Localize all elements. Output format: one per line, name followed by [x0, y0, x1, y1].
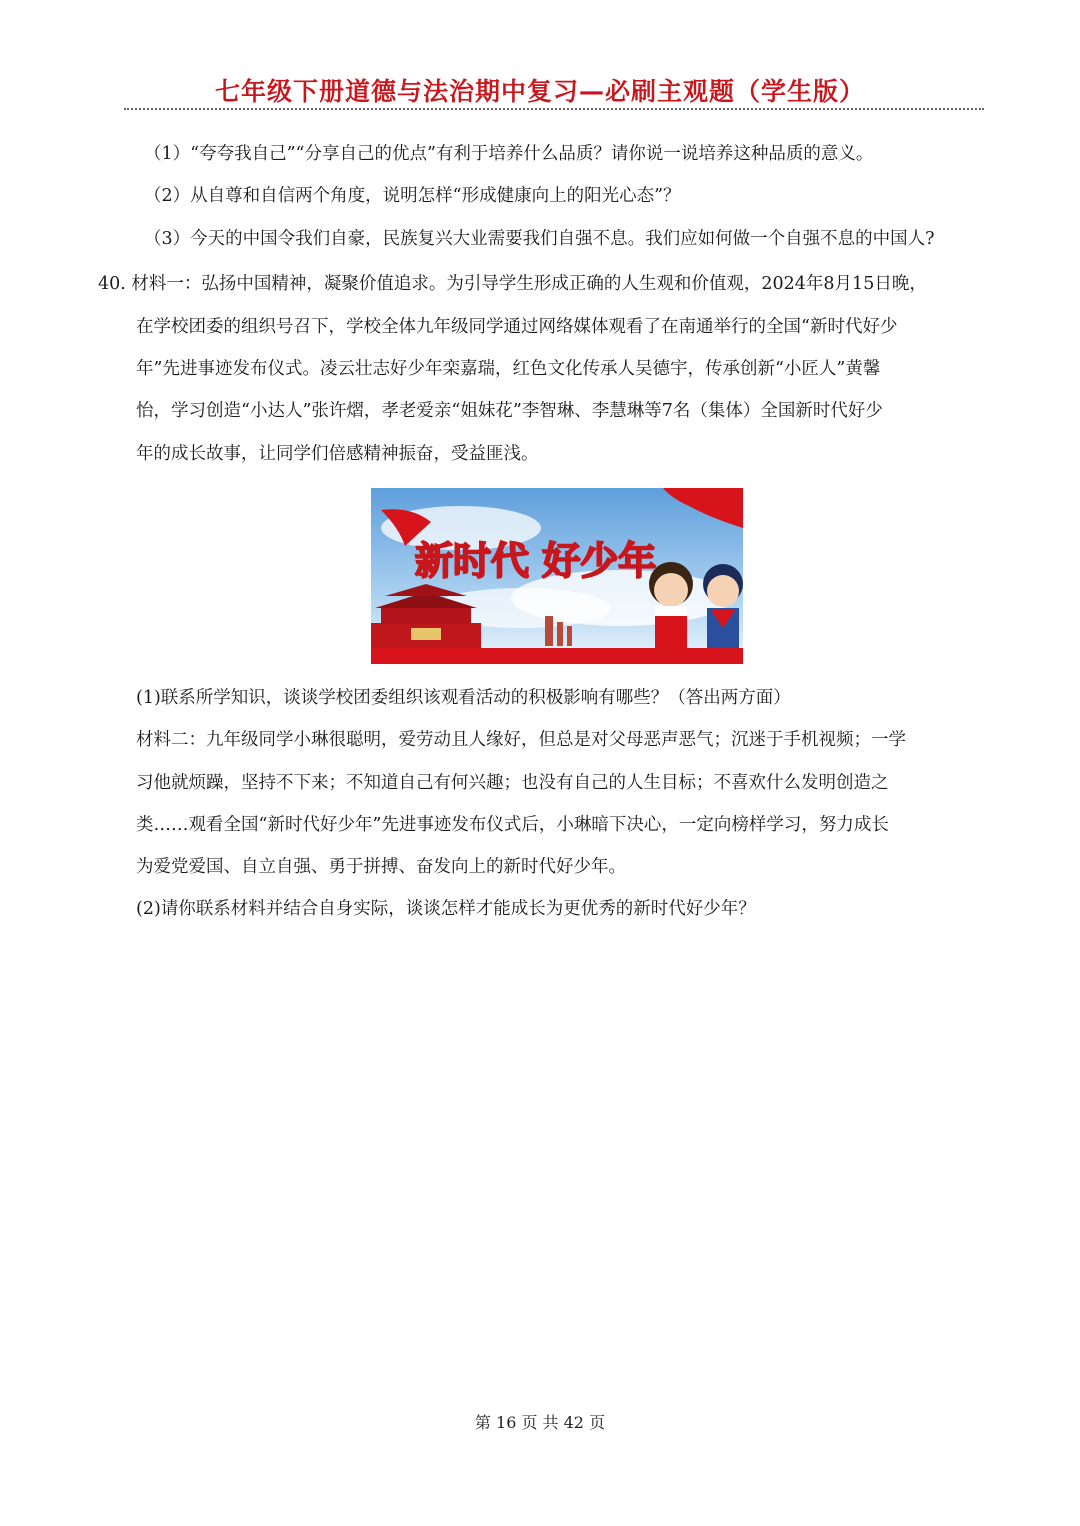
- question-39-3: （3）今天的中国令我们自豪，民族复兴大业需要我们自强不息。我们应如何做一个自强不息的中国人?: [144, 229, 935, 249]
- material-1-line: 年的成长故事，让同学们倍感精神振奋，受益匪浅。: [136, 444, 539, 464]
- page-title: 七年级下册道德与法治期中复习—必刷主观题（学生版）: [214, 77, 865, 106]
- material-1-line: 年”先进事迹发布仪式。凌云壮志好少年栾嘉瑞，红色文化传承人吴德宇，传承创新“小匠人”黄馨: [136, 359, 881, 379]
- material-2-line: 类……观看全国“新时代好少年”先进事迹发布仪式后，小琳暗下决心，一定向榜样学习，努力成长: [136, 815, 889, 835]
- new-era-youth-banner: [371, 488, 743, 664]
- material-2-line: 为爱党爱国、自立自强、勇于拼搏、奋发向上的新时代好少年。: [136, 857, 626, 877]
- page-number: 第 16 页 共 42 页: [474, 1413, 606, 1432]
- question-39-1: （1）“夸夸我自己”“分享自己的优点”有利于培养什么品质？请你说一说培养这种品质的意义。: [144, 144, 874, 164]
- material-1-line: 40. 材料一：弘扬中国精神，凝聚价值追求。为引导学生形成正确的人生观和价值观，2024年8月15日晚，: [98, 274, 927, 294]
- material-2-line: 材料二：九年级同学小琳很聪明，爱劳动且人缘好，但总是对父母恶声恶气；沉迷于手机视频；一学: [136, 730, 906, 750]
- material-1-line: 在学校团委的组织号召下，学校全体九年级同学通过网络媒体观看了在南通举行的全国“新时代好少: [136, 317, 898, 337]
- question-39-2: （2）从自尊和自信两个角度，说明怎样“形成健康向上的阳光心态”？: [144, 186, 681, 206]
- question-40-1: (1)联系所学知识，谈谈学校团委组织该观看活动的积极影响有哪些？（答出两方面）: [136, 688, 791, 708]
- material-1-line: 怡，学习创造“小达人”张许熠，孝老爱亲“姐妹花”李智琳、李慧琳等7名（集体）全国新时代好少: [136, 401, 883, 421]
- banner-base: [371, 648, 743, 664]
- question-40-2: (2)请你联系材料并结合自身实际，谈谈怎样才能成长为更优秀的新时代好少年？: [136, 899, 756, 919]
- title-divider: [124, 108, 984, 110]
- material-2-line: 习他就烦躁，坚持不下来；不知道自己有何兴趣；也没有自己的人生目标；不喜欢什么发明创造之: [136, 773, 889, 793]
- banner-title: 新时代 好少年: [415, 538, 657, 583]
